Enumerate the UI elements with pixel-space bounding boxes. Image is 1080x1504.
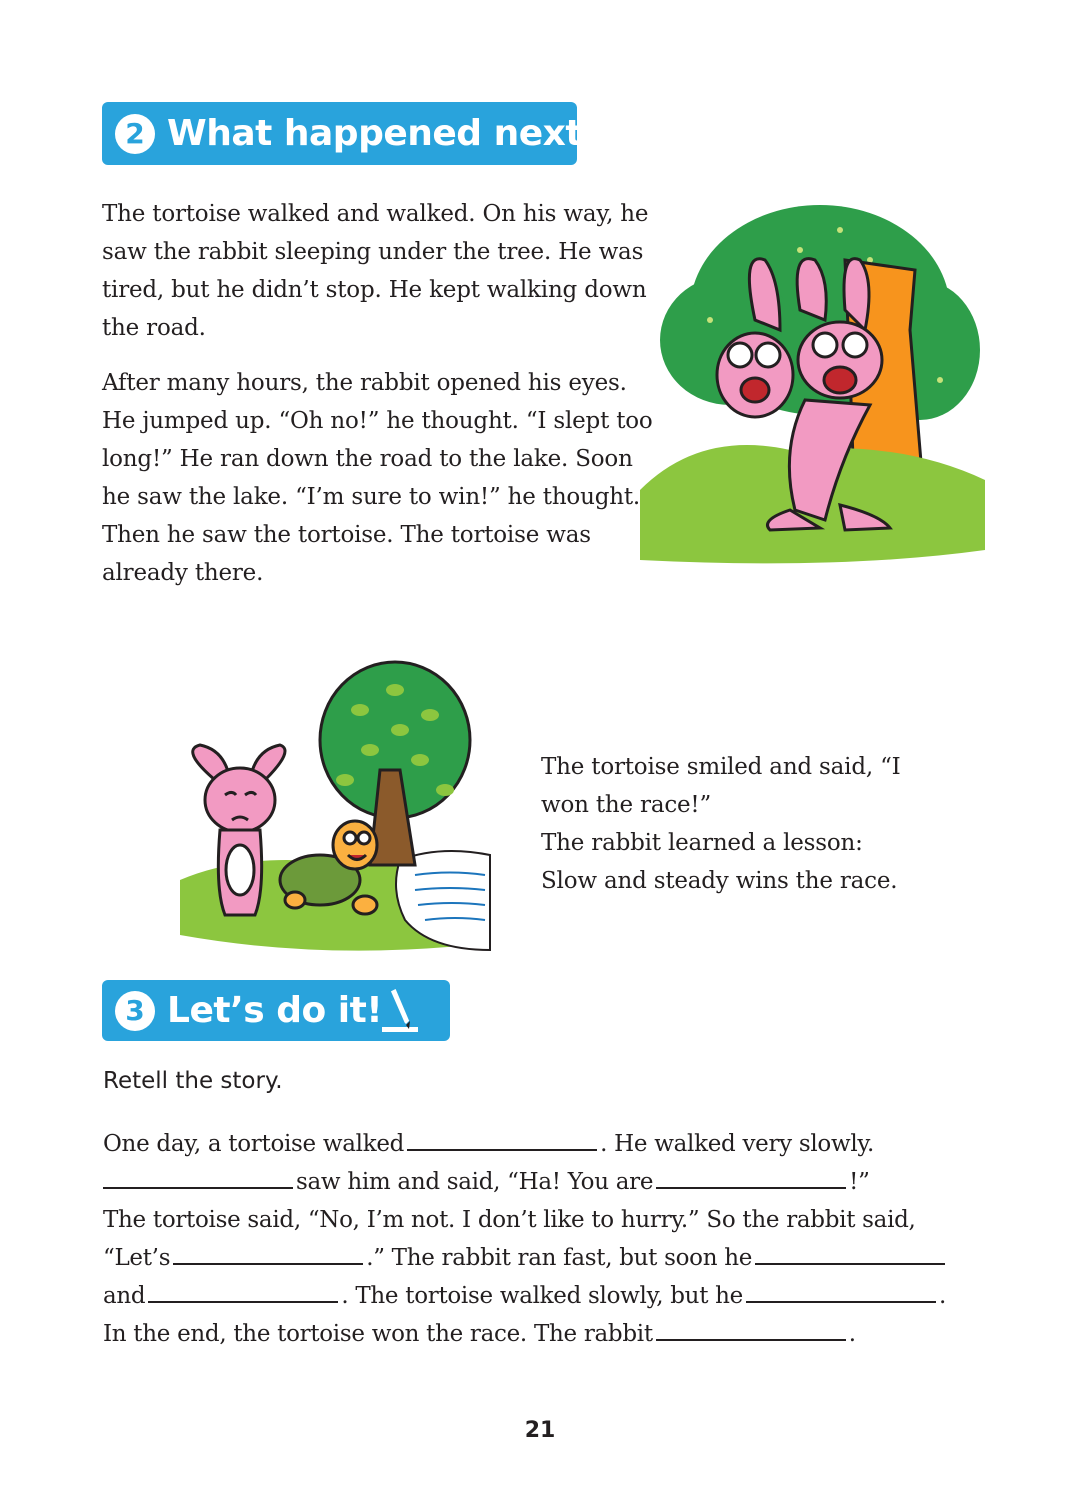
story-paragraph-1: The tortoise walked and walked. On his way, he saw the rabbit sleeping under the tree. He was tired, but he didn’t stop. He kept walking down the road. bbox=[102, 201, 649, 341]
blank-field[interactable] bbox=[746, 1277, 936, 1303]
smiling-tortoise bbox=[280, 821, 377, 914]
blank-field[interactable] bbox=[173, 1239, 363, 1265]
story-paragraph-2: After many hours, the rabbit opened his eyes. He jumped up. “Oh no!” he thought. “I slept too long!” He ran down the road to the lake. Soon he saw the lake. “I’m sure to win!” he thought. Then he saw the tortoise. The tortoise was already there. bbox=[102, 370, 653, 586]
retell-text: “Let’s bbox=[103, 1245, 171, 1271]
rabbit-and-tortoise-illustration bbox=[170, 650, 495, 960]
page-number: 21 bbox=[524, 1418, 556, 1443]
pencil-icon bbox=[380, 985, 420, 1035]
blank-field[interactable] bbox=[656, 1163, 846, 1189]
story-line: The rabbit learned a lesson: bbox=[541, 830, 863, 856]
blank-field[interactable] bbox=[656, 1315, 846, 1341]
retell-text: One day, a tortoise walked bbox=[103, 1131, 405, 1157]
section-2-title: What happened next? bbox=[167, 113, 603, 154]
retell-exercise bbox=[103, 1125, 988, 1353]
section-3-title: Let’s do it! bbox=[167, 990, 383, 1031]
story-paragraph-3 bbox=[541, 748, 981, 900]
section-2-number: 2 bbox=[115, 114, 155, 154]
story-line: The tortoise smiled and said, “I bbox=[541, 754, 901, 780]
retell-text: . He walked very slowly. bbox=[600, 1131, 875, 1157]
section-2-heading bbox=[102, 102, 603, 165]
retell-text: .” The rabbit ran fast, but soon he bbox=[366, 1245, 753, 1271]
retell-line-6 bbox=[103, 1315, 988, 1353]
blank-field[interactable] bbox=[148, 1277, 338, 1303]
blank-field[interactable] bbox=[103, 1163, 293, 1189]
retell-text: . The tortoise walked slowly, but he bbox=[341, 1283, 743, 1309]
retell-line-3: The tortoise said, “No, I’m not. I don’t like to hurry.” So the rabbit said, bbox=[103, 1207, 916, 1233]
retell-text: and bbox=[103, 1283, 146, 1309]
retell-line-2 bbox=[103, 1163, 988, 1201]
story-line: won the race!” bbox=[541, 792, 712, 818]
surprised-rabbit-illustration bbox=[640, 190, 985, 570]
story-line: Slow and steady wins the race. bbox=[541, 868, 898, 894]
retell-line-1 bbox=[103, 1125, 988, 1163]
retell-text: saw him and said, “Ha! You are bbox=[296, 1169, 654, 1195]
retell-text: . bbox=[848, 1321, 856, 1347]
retell-line-5 bbox=[103, 1277, 988, 1315]
exercise-instruction: Retell the story. bbox=[103, 1068, 283, 1094]
retell-text: In the end, the tortoise won the race. The rabbit bbox=[103, 1321, 653, 1347]
retell-text: !” bbox=[849, 1169, 870, 1195]
retell-text: . bbox=[938, 1283, 946, 1309]
retell-line-4 bbox=[103, 1239, 988, 1277]
blank-field[interactable] bbox=[407, 1125, 597, 1151]
section-3-number: 3 bbox=[115, 991, 155, 1031]
blank-field[interactable] bbox=[755, 1239, 945, 1265]
